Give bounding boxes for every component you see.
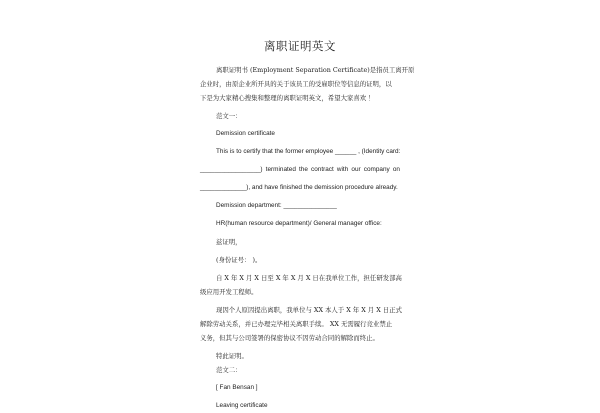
english-body-line-2 [200, 163, 400, 177]
leaving-certificate-heading: Leaving certificate [216, 402, 268, 409]
english-body-line-3: _____________), and have finished the demission procedure already. [200, 184, 398, 191]
demission-department: Demission department: _______________ [216, 202, 337, 209]
english-body-blank-2: _________________) [200, 166, 263, 173]
intro-line-3: 下是为大家精心搜集和整理的离职证明英文，希望大家喜欢 ！ [200, 94, 375, 102]
document-title: 离职证明英文 [264, 39, 336, 53]
english-body-word: with [336, 166, 349, 173]
cn-special-statement: 特此证明。 [216, 352, 248, 360]
english-body-word: contract [311, 166, 334, 173]
english-body-word: our [351, 166, 361, 173]
english-body-word: company [363, 166, 390, 173]
english-body-word: on [392, 166, 400, 173]
cn-paragraph-2-line-2: 解除劳动关系，并已办理完毕相关离职手续。 XX 无需履行竞业禁止 [200, 320, 393, 328]
cn-paragraph-1-line-1: 自 X 年 X 月 X 日至 X 年 X 月 X 日在我单位工作，担任研发部高 [216, 274, 402, 282]
english-body-word: terminated [265, 166, 296, 173]
sample-2-label: 范文二： [216, 366, 242, 374]
intro-line-1: 离职证明书 (Employment Separation Certificate)是指员工离开原 [216, 66, 415, 74]
english-body-word: the [299, 166, 308, 173]
cn-certificate-title: 兹证明， [216, 238, 242, 246]
english-body-line-1: This is to certify that the former employee ______ , (Identity card: [216, 148, 401, 155]
english-heading-1: Demission certificate [216, 130, 275, 137]
intro-line-2: 企业时，由原企业所开具的关于该员工的受雇职位等信息的证明，以 [200, 80, 392, 88]
cn-paragraph-1-line-2: 级应用开发工程师。 [200, 288, 258, 296]
english-name-line: [ Fan Bensan ] [216, 384, 258, 391]
sample-1-label: 范文一： [216, 112, 242, 120]
hr-line: HR(human resource department)/ General manager office: [216, 220, 382, 227]
cn-id-line: (身份证号： )。 [216, 256, 262, 264]
cn-paragraph-2-line-3: 义务，但其与公司签署的保密协议不因劳动合同的解除而终止。 [200, 334, 379, 342]
cn-paragraph-2-line-1: 现因个人原因提出离职，我单位与 XX 本人于 X 年 X 月 X 日正式 [216, 306, 402, 314]
